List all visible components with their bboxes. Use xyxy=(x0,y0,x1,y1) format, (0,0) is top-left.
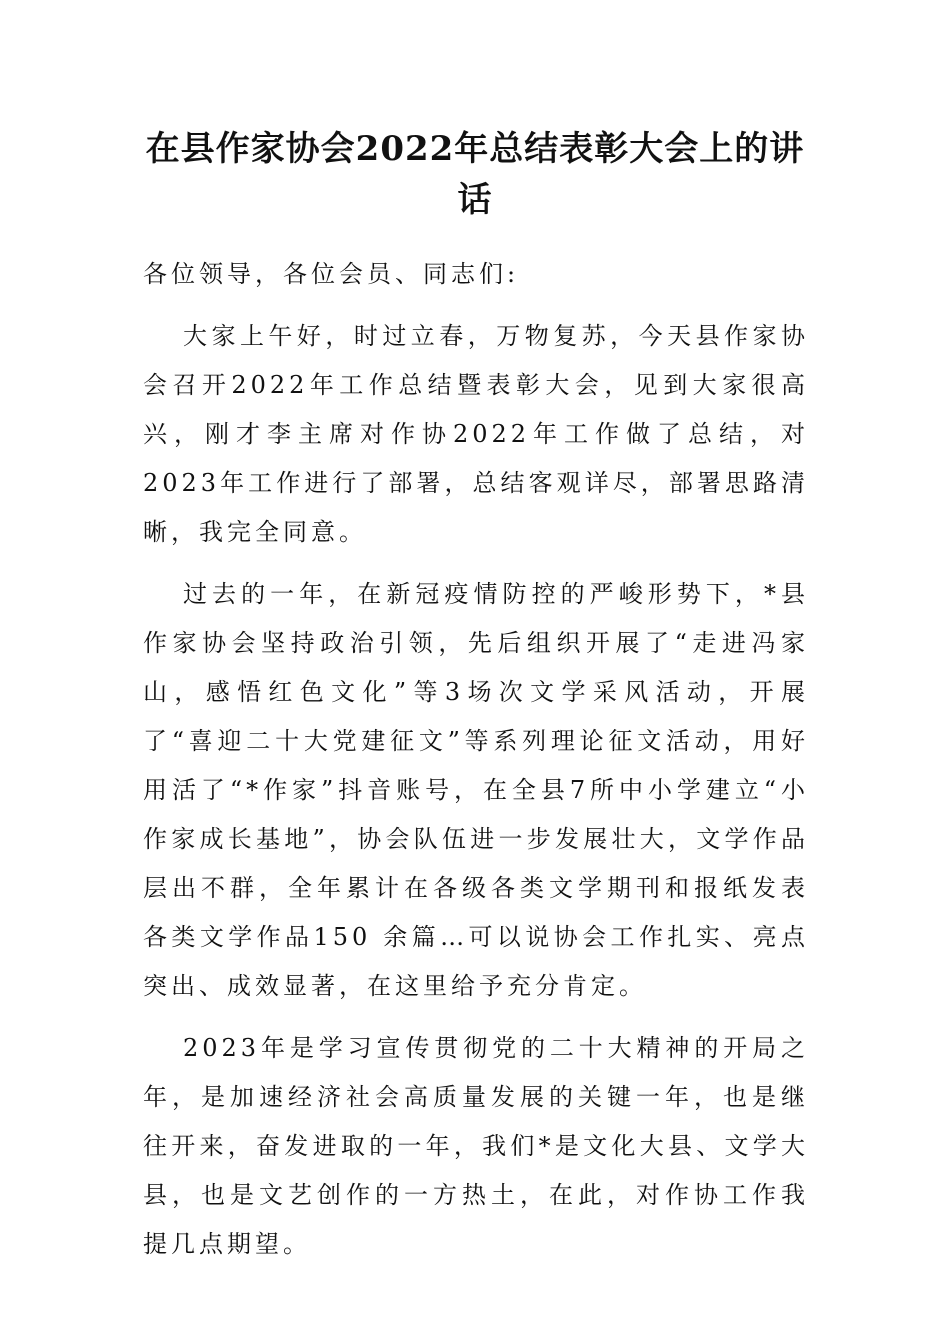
salutation: 各位领导，各位会员、同志们: xyxy=(143,260,520,288)
document-title: 在县作家协会2022年总结表彰大会上的讲话 xyxy=(145,129,805,220)
paragraph-2023-expectations: 2023年是学习宣传贯彻党的二十大精神的开局之年，是加速经济社会高质量发展的关键一年，也是继往开来，奋发进取的一年，我们*是文化大县、文学大县，也是文艺创作的一方热土，在此，对作协工作我提几点期望。 xyxy=(143,1034,809,1258)
paragraph-opening: 大家上午好，时过立春，万物复苏，今天县作家协会召开2022年工作总结暨表彰大会，见到大家很高兴，刚才李主席对作协2022年工作做了总结，对2023年工作进行了部署，总结客观详尽，部署思路清晰，我完全同意。 xyxy=(143,322,809,546)
document-body xyxy=(143,250,809,1269)
paragraph-past-year: 过去的一年，在新冠疫情防控的严峻形势下，*县作家协会坚持政治引领，先后组织开展了“走进冯家山，感悟红色文化”等3场次文学采风活动，开展了“喜迎二十大党建征文”等系列理论征文活动，用好用活了“*作家”抖音账号，在全县7所中小学建立“小作家成长基地”，协会队伍进一步发展壮大，文学作品层出不群，全年累计在各级各类文学期刊和报纸发表各类文学作品150 余篇…可以说协会工作扎实、亮点突出、成效显著，在这里给予充分肯定。 xyxy=(143,580,809,1000)
